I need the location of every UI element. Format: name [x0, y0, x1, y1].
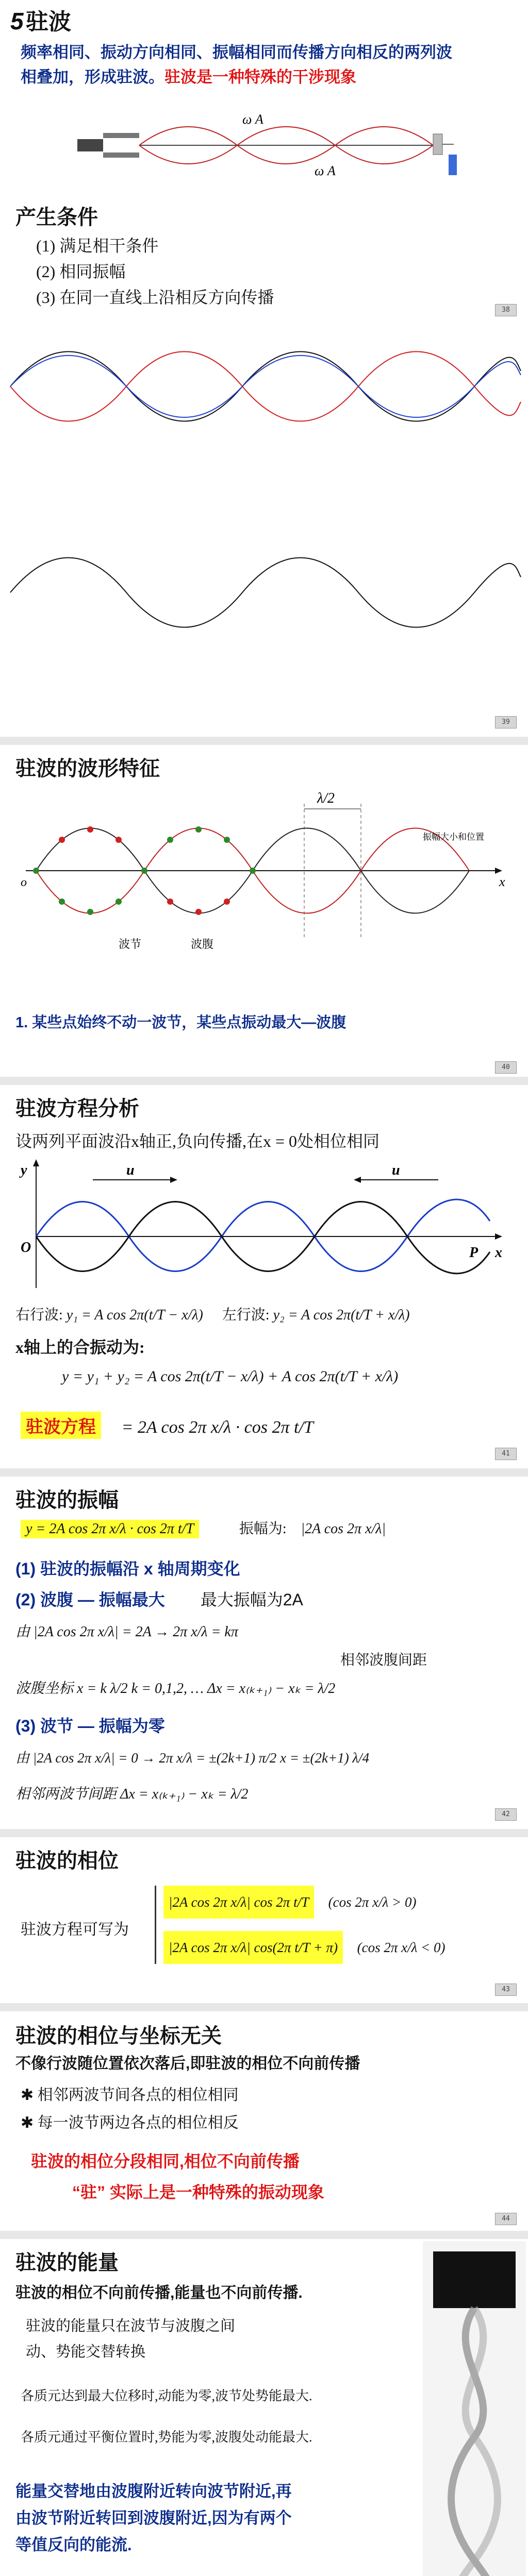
standing-wave [10, 558, 521, 628]
node-antinode-figure [15, 783, 510, 953]
divider [0, 2231, 528, 2239]
phase-cond1: (cos 2π x/λ > 0) [328, 1894, 417, 1910]
page-icon[interactable]: 38 [495, 304, 517, 316]
phase-eq1: |2A cos 2π x/λ| cos 2π t/T [163, 1886, 314, 1919]
phase-eq-box [155, 1886, 446, 1964]
amplitude-p2-title: (2) 波腹 — 振幅最大 [15, 1590, 165, 1609]
phase-bullet: ✱ 相邻两波节间各点的相位相同 [21, 2081, 239, 2109]
energy-p1 [26, 2313, 235, 2365]
conditions-list [36, 233, 274, 310]
equation-label: 驻波方程 [21, 1412, 101, 1439]
right-wave-label: 右行波: [15, 1307, 63, 1323]
sum-eq: y = y₁ + y₂ = A cos 2π(t/T − x/λ) + A cos 2π(t/T + x/λ) [62, 1368, 399, 1385]
intro-text [21, 40, 452, 90]
page-icon[interactable]: 43 [495, 1984, 517, 1996]
section-intro [0, 0, 528, 196]
left-wave-label: 左行波: [222, 1307, 270, 1323]
intro-line2: 相叠加，形成驻波。 [21, 68, 164, 86]
section-wave-drawings [0, 330, 528, 737]
phase-desc: 驻波方程可写为 [21, 1921, 129, 1938]
tuning-fork-handle [77, 139, 103, 151]
phase-bullet: ✱ 每一波节两边各点的相位相反 [21, 2109, 239, 2137]
standing-wave-snapshots [0, 330, 528, 737]
amplitude-p2-eq2: 相邻波腹间距 [340, 1652, 427, 1668]
hanging-string-photo [423, 2241, 526, 2576]
fig1-label-bottom: ω A [315, 163, 336, 178]
origin-label: o [21, 876, 27, 889]
right-wave-eq: y₁ = A cos 2π(t/T − x/λ) [66, 1307, 203, 1323]
section-number: 5 [10, 8, 24, 35]
amp-label: 振幅大小和位置 [423, 832, 484, 842]
energy-p1-line1: 驻波的能量只在波节与波腹之间 [26, 2318, 236, 2334]
amplitude-p2-eq1: 由 |2A cos 2π x/λ| = 2A → 2π x/λ = kπ [15, 1624, 238, 1640]
intro-line1: 频率相同、振动方向相同、振幅相同而传播方向相反的两列波 [21, 43, 452, 61]
divider [0, 1468, 528, 1477]
page-icon[interactable]: 41 [495, 1448, 517, 1460]
amplitude-p1: (1) 驻波的振幅沿 x 轴周期变化 [15, 1560, 240, 1578]
energy-p3: 各质元通过平衡位置时,势能为零,波腹处动能最大. [21, 2430, 312, 2445]
energy-p1-line2: 动、势能交替转换 [26, 2344, 146, 2360]
axis-x-label: x [499, 874, 505, 889]
amplitude-p3-eq1: 由 |2A cos 2π x/λ| = 0 → 2π x/λ = ±(2k+1) π/2 x = ±(2k+1) λ/4 [15, 1750, 370, 1766]
amplitude-p2 [15, 1587, 303, 1611]
analysis-title: 驻波方程分析 [15, 1097, 139, 1120]
amplitude-p2-eq3: 波腹坐标 x = k λ/2 k = 0,1,2, … Δx = x₍ₖ₊₁₎ − xₖ = λ/2 [15, 1681, 336, 1697]
node-label: 波节 [119, 938, 142, 951]
page-icon[interactable]: 42 [495, 1808, 517, 1821]
u-label-1: u [126, 1162, 135, 1178]
divider [0, 1829, 528, 1837]
energy-p2: 各质元达到最大位移时,动能为零,波节处势能最大. [21, 2388, 312, 2403]
phase-bullets [21, 2081, 239, 2137]
left-wave-eq: y₂ = A cos 2π(t/T + x/λ) [273, 1307, 410, 1323]
wave-eqs [15, 1303, 410, 1324]
string-vibration-figure [72, 103, 464, 191]
section-title: 驻波 [26, 9, 72, 35]
divider [0, 2003, 528, 2011]
energy-p4-line2: 由波节附近转回到波腹附近,因为有两个 [15, 2509, 292, 2527]
phase-eq2: |2A cos 2π x/λ| cos(2π t/T + π) [163, 1931, 343, 1964]
energy-title: 驻波的能量 [15, 2251, 119, 2274]
divider [0, 1077, 528, 1085]
phase-title: 驻波的相位 [15, 1850, 119, 1872]
energy-p4-line3: 等值反向的能流. [15, 2536, 132, 2554]
phase-sub-desc: 不像行波随位置依次落后,即驻波的相位不向前传播 [15, 2055, 360, 2072]
section-energy [0, 2241, 528, 2576]
section-amplitude [0, 1479, 528, 1829]
standing-wave-equation [21, 1412, 314, 1439]
amplitude-p2-right: 最大振幅为2A [200, 1590, 303, 1609]
section-analysis [0, 1087, 528, 1468]
conditions-title: 产生条件 [15, 206, 98, 229]
section-waveform [0, 747, 528, 1077]
antinode-label: 波腹 [191, 938, 214, 951]
condition-item: (1) 满足相干条件 [36, 236, 159, 255]
equation-value: = 2A cos 2π x/λ · cos 2π t/T [121, 1418, 314, 1437]
phase-sub-title: 驻波的相位与坐标无关 [15, 2025, 222, 2047]
phase-note-2: “驻” 实际上是一种特殊的振动现象 [72, 2183, 324, 2201]
axis-y-label: y [21, 1162, 27, 1178]
amplitude-title: 驻波的振幅 [15, 1489, 119, 1512]
page-icon[interactable]: 44 [495, 2213, 517, 2225]
sum-desc: x轴上的合振动为: [15, 1338, 145, 1357]
waveform-title: 驻波的波形特征 [15, 757, 160, 780]
weight [449, 155, 457, 175]
condition-item: (2) 相同振幅 [36, 262, 126, 281]
origin-label: O [21, 1240, 31, 1256]
analysis-desc: 设两列平面波沿x轴正,负向传播,在x = 0处相位相同 [15, 1132, 380, 1150]
phase-cond2: (cos 2π x/λ < 0) [357, 1940, 446, 1955]
waveform-point: 1. 某些点始终不动一波节，某些点振动最大—波腹 [15, 1014, 346, 1031]
page-icon[interactable]: 39 [495, 716, 517, 728]
lambda-half-label: λ/2 [317, 790, 335, 806]
amplitude-p3-eq2: 相邻两波节间距 Δx = x₍ₖ₊₁₎ − xₖ = λ/2 [15, 1786, 249, 1802]
hand-silhouette [433, 2251, 516, 2308]
fig1-label-top: ω A [242, 112, 263, 127]
energy-p4 [15, 2478, 292, 2558]
phase-note: 驻波的相位分段相同,相位不向前传播 [31, 2152, 300, 2171]
axis-x-label: x [495, 1245, 502, 1261]
page-icon[interactable]: 40 [495, 1061, 517, 1074]
energy-sub: 驻波的相位不向前传播,能量也不向前传播. [15, 2284, 303, 2301]
amplitude-value: |2A cos 2π x/λ| [301, 1521, 386, 1537]
divider [0, 737, 528, 745]
amplitude-eq: y = 2A cos 2π x/λ · cos 2π t/T [21, 1520, 199, 1538]
condition-item: (3) 在同一直线上沿相反方向传播 [36, 288, 274, 307]
amplitude-eq-row [21, 1517, 386, 1538]
amplitude-label: 振幅为: [239, 1521, 287, 1537]
point-p-label: P [469, 1245, 478, 1261]
intro-highlight: 驻波是一种特殊的干涉现象 [164, 68, 356, 86]
energy-p4-line1: 能量交替地由波腹附近转向波节附近,再 [15, 2482, 292, 2500]
waveform-points [15, 963, 346, 1077]
section-heading [10, 3, 71, 36]
amplitude-p3-title: (3) 波节 — 振幅为零 [15, 1717, 165, 1735]
section-phase [0, 1839, 528, 2231]
section-conditions [0, 201, 528, 330]
u-label-2: u [392, 1162, 400, 1178]
counter-propagating-waves-figure [15, 1159, 510, 1293]
